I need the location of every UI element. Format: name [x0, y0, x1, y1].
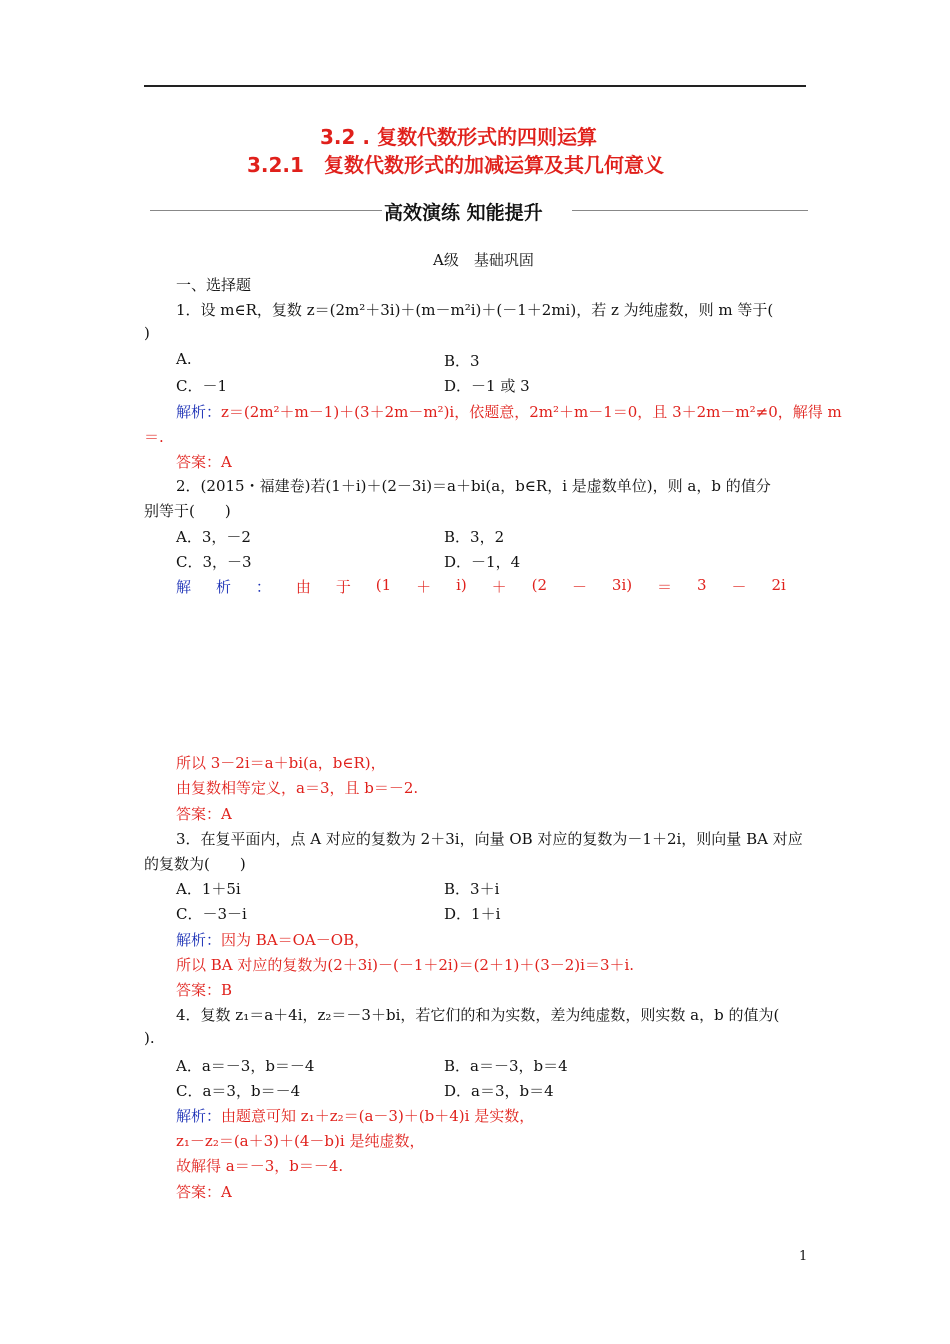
q4-option-d: D．a＝3，b＝4 [444, 1082, 554, 1100]
q3-option-b: B．3＋i [444, 880, 500, 898]
title-line-1: 3.2 . 复数代数形式的四则运算 [320, 125, 597, 149]
q2-analysis-line-b: 由复数相等定义，a＝3，且 b＝－2. [176, 779, 419, 797]
q2-answer: 答案：A [176, 805, 232, 823]
q2-analysis-token: 由 [295, 578, 311, 596]
q4-analysis-label: 解析： [176, 1107, 222, 1125]
q4-analysis-line3: 故解得 a＝－3，b＝－4. [176, 1157, 344, 1175]
q4-analysis-line1 [176, 1105, 534, 1126]
q2-analysis-token: 3 [697, 576, 707, 594]
title-line-2: 3.2.1 复数代数形式的加减运算及其几何意义 [247, 153, 664, 177]
q3-stem-line2: 的复数为( ) [144, 855, 246, 873]
q2-option-a: A．3，－2 [176, 528, 251, 546]
q1-option-d: D．－1 或 3 [444, 377, 530, 395]
level-heading: A级 基础巩固 [433, 251, 534, 269]
q2-analysis-token: － [731, 578, 747, 596]
q2-analysis-token: ＋ [491, 578, 507, 596]
q1-analysis-line1 [176, 401, 842, 422]
q2-analysis-token: ＋ [416, 578, 432, 596]
q3-analysis-label: 解析： [176, 931, 222, 949]
q2-analysis-label-0: 解 [176, 578, 192, 596]
q4-option-b: B．a＝－3，b＝4 [444, 1057, 568, 1075]
q2-analysis-label-2: ： [255, 578, 271, 596]
q3-option-d: D．1＋i [444, 905, 501, 923]
q2-analysis-token: (2 [531, 576, 548, 594]
section-heading: 一、选择题 [176, 276, 252, 294]
q3-analysis-text: 因为 BA＝OA－OB， [221, 931, 370, 949]
q4-option-a: A．a＝－3，b＝－4 [176, 1057, 315, 1075]
banner-right-line [572, 210, 808, 211]
q2-analysis-token: (1 [375, 576, 392, 594]
q2-option-b: B．3，2 [444, 528, 505, 546]
q2-option-c: C．3，－3 [176, 553, 252, 571]
q4-option-c: C．a＝3，b＝－4 [176, 1082, 301, 1100]
q4-answer: 答案：A [176, 1183, 232, 1201]
q2-analysis-line-a: 所以 3－2i＝a＋bi(a，b∈R)， [176, 754, 386, 772]
q2-analysis-token: 于 [335, 578, 351, 596]
q1-analysis-label: 解析： [176, 403, 222, 421]
q3-option-a: A．1＋5i [176, 880, 241, 898]
q4-stem-line2: ). [144, 1029, 155, 1047]
q2-stem-line2: 别等于( ) [144, 502, 231, 520]
q1-stem-line1: 1．设 m∈R，复数 z＝(2m²＋3i)＋(m－m²i)＋(－1＋2mi)，若 z 为纯虚数，则 m 等于( [176, 301, 774, 319]
q2-analysis-token: i) [456, 576, 467, 594]
q2-option-d: D．－1，4 [444, 553, 521, 571]
q1-analysis-text: z＝(2m²＋m－1)＋(3＋2m－m²)i，依题意，2m²＋m－1＝0，且 3＋2m－m²≠0，解得 m [221, 403, 842, 421]
q1-answer: 答案：A [176, 453, 232, 471]
q1-option-a: A. [176, 350, 192, 368]
top-rule [144, 85, 806, 87]
q2-analysis-token: 2i [771, 576, 786, 594]
q1-analysis-line2: ＝. [144, 428, 164, 446]
q3-answer: 答案：B [176, 981, 233, 999]
q3-stem-line1: 3．在复平面内，点 A 对应的复数为 2＋3i，向量 OB 对应的复数为－1＋2i，则向量 BA 对应 [176, 830, 803, 848]
q2-analysis-label-1: 析 [215, 578, 231, 596]
q4-analysis-line2: z₁－z₂＝(a＋3)＋(4－b)i 是纯虚数， [176, 1132, 425, 1150]
q4-analysis-text: 由题意可知 z₁＋z₂＝(a－3)＋(b＋4)i 是实数， [221, 1107, 535, 1125]
q1-stem-line2: ) [144, 324, 150, 342]
q3-analysis-line1 [176, 929, 369, 950]
q1-option-c: C．－1 [176, 377, 228, 395]
q2-analysis-token: ＝ [657, 578, 673, 596]
q3-analysis-line2: 所以 BA 对应的复数为(2＋3i)－(－1＋2i)＝(2＋1)＋(3－2)i＝3＋i. [176, 956, 635, 974]
q4-stem-line1: 4．复数 z₁＝a＋4i，z₂＝－3＋bi，若它们的和为实数，差为纯虚数，则实数 a，b 的值为( [176, 1006, 780, 1024]
banner-left-line [150, 210, 382, 211]
q2-analysis-spread [176, 576, 786, 597]
banner-title: 高效演练 知能提升 [384, 202, 543, 224]
q1-option-b: B．3 [444, 352, 480, 370]
q2-stem-line1: 2．(2015・福建卷)若(1＋i)＋(2－3i)＝a＋bi(a，b∈R，i 是虚数单位)，则 a，b 的值分 [176, 477, 771, 495]
q2-analysis-token: － [571, 578, 587, 596]
q2-analysis-token: 3i) [611, 576, 633, 594]
page-number: 1 [799, 1249, 808, 1264]
q3-option-c: C．－3－i [176, 905, 247, 923]
